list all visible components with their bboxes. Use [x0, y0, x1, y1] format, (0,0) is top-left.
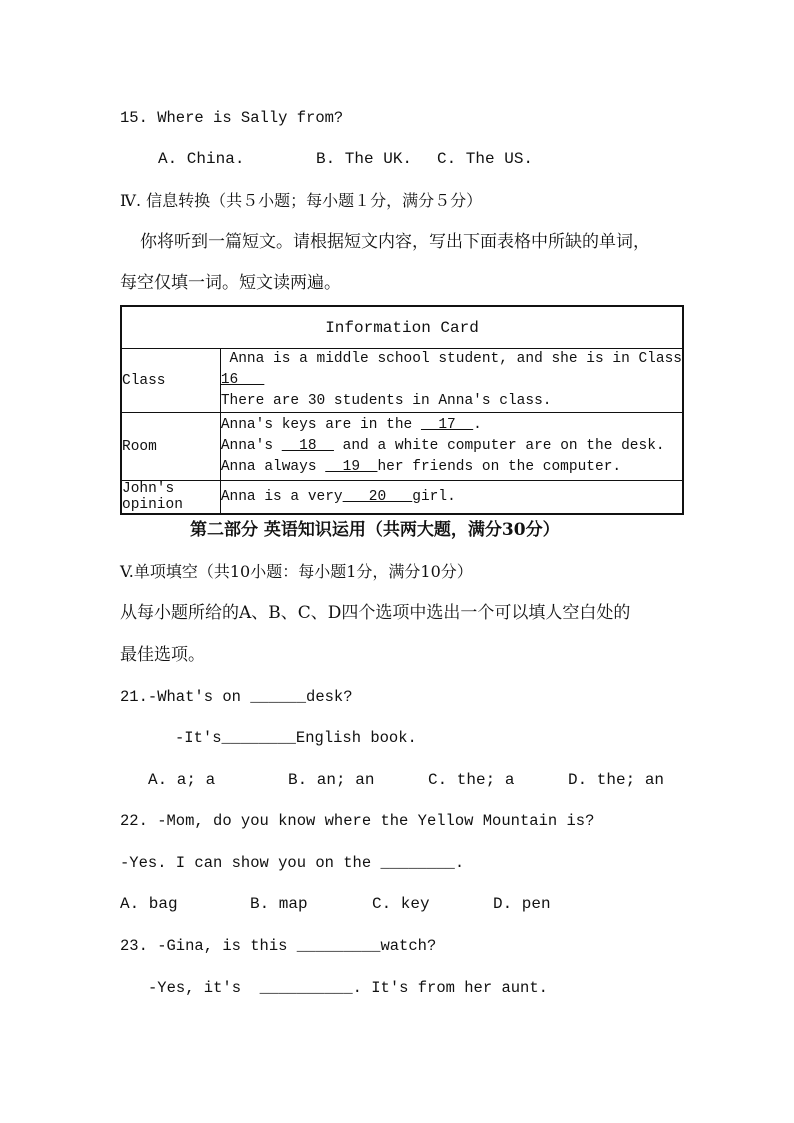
room-line-2-end: and a white computer are on the desk.	[333, 438, 665, 454]
q21-option-c: C. the; a	[428, 771, 515, 789]
section5-instruction-2: 最佳选项。	[120, 645, 205, 665]
section5-heading: V.单项填空（共10小题：每小题1分，满分10分）	[120, 562, 473, 581]
q15-option-b: B. The UK.	[316, 150, 413, 168]
q22-option-b: B. map	[250, 895, 308, 913]
section5-instruction-1: 从每小题所给的A、B、C、D四个选项中选出一个可以填人空白处的	[120, 603, 631, 623]
q23-answer-line: -Yes, it's __________. It's from her aunt.	[148, 979, 548, 997]
room-line-1-text: Anna's keys are in the	[220, 417, 421, 433]
blank-18: 18	[281, 438, 334, 454]
room-line-3	[221, 457, 682, 478]
room-line-3-text: Anna always	[220, 459, 326, 475]
section4-instruction-2: 每空仅填一词。短文读两遍。	[120, 273, 341, 293]
row-label-room: Room	[121, 413, 220, 481]
room-line-2-text: Anna's	[220, 438, 282, 454]
room-line-1-end: .	[473, 417, 482, 433]
room-line-1	[221, 415, 682, 436]
blank-19: 19	[325, 459, 378, 475]
q22-question: 22. -Mom, do you know where the Yellow Mountain is?	[120, 812, 595, 830]
q21-question: 21.-What's on ______desk?	[120, 688, 353, 706]
q21-option-d: D. the; an	[568, 771, 665, 789]
q15-question: 15. Where is Sally from?	[120, 109, 344, 127]
opinion-line	[221, 489, 682, 505]
q15-option-a: A. China.	[158, 150, 245, 168]
room-line-2	[221, 436, 682, 457]
section4-instruction-1: 你将听到一篇短文。请根据短文内容，写出下面表格中所缺的单词，	[140, 232, 650, 252]
row-content-class	[220, 349, 683, 413]
row-content-opinion	[220, 481, 683, 515]
q15-option-c: C. The US.	[437, 150, 534, 168]
q22-option-c: C. key	[372, 895, 430, 913]
opinion-end: girl.	[412, 489, 456, 505]
section4-heading: Ⅳ. 信息转换（共５小题；每小题１分，满分５分）	[120, 191, 483, 210]
class-line-3: There are 30 students in Anna's class.	[220, 393, 552, 409]
information-card-title: Information Card	[121, 306, 683, 349]
q23-question: 23. -Gina, is this _________watch?	[120, 937, 437, 955]
information-card-table	[120, 305, 684, 515]
part2-heading: 第二部分 英语知识运用（共两大题，满分30分）	[190, 520, 560, 540]
q21-answer-line: -It's________English book.	[175, 729, 417, 747]
room-line-3-end: her friends on the computer.	[377, 459, 622, 475]
blank-20: 20	[342, 489, 413, 505]
row-content-room	[220, 413, 683, 481]
blank-17: 17	[420, 417, 474, 433]
q22-option-d: D. pen	[493, 895, 551, 913]
row-label-opinion: John's opinion	[121, 481, 220, 515]
q22-answer-line: -Yes. I can show you on the ________.	[120, 854, 465, 872]
class-line-1: Anna is a middle school student, and she is in Class	[220, 351, 682, 367]
q22-option-a: A. bag	[120, 895, 178, 913]
row-label-class: Class	[121, 349, 220, 413]
q21-option-b: B. an; an	[288, 771, 375, 789]
opinion-text: Anna is a very	[220, 489, 343, 505]
q21-option-a: A. a; a	[148, 771, 216, 789]
blank-16: 16	[220, 372, 265, 388]
